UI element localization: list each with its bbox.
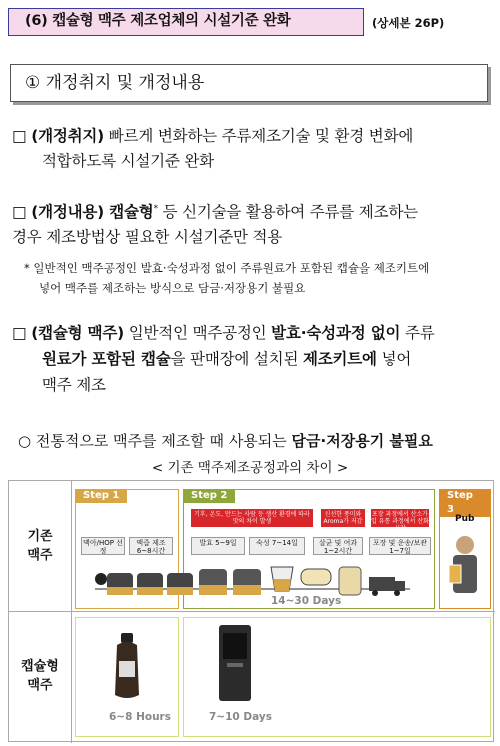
step-2-sub-ferment: 발효 5~9일 bbox=[191, 537, 245, 555]
column-divider bbox=[71, 481, 72, 743]
row-divider bbox=[9, 611, 495, 612]
item-content: □ (개정내용) 캡슐형* 등 신기술을 활용하여 주류를 제조하는 경우 제조방법상 필요한 시설기준만 적용 bbox=[12, 203, 418, 247]
step-1-sub-wort: 맥즙 제조 6~8시간 bbox=[129, 537, 173, 555]
process-diagram bbox=[8, 480, 494, 742]
pub-label: Pub bbox=[455, 514, 475, 524]
row-label-conventional: 기존 맥주 bbox=[27, 529, 53, 563]
step-2-sub-aging: 숙성 7~14일 bbox=[249, 537, 305, 555]
step-2-sub-filter: 살균 및 여과 1~2시간 bbox=[313, 537, 363, 555]
subsection-heading: ① 개정취지 및 개정내용 bbox=[10, 64, 488, 102]
red-note-aroma: 신선한 풍미와 Aroma가 저감 bbox=[321, 509, 365, 527]
circle-bullet-icon: ○ bbox=[18, 432, 32, 450]
brewing-kit-machine-icon bbox=[215, 623, 255, 705]
section-title: (6) 캡슐형 맥주 제조업체의 시설기준 완화 bbox=[8, 8, 364, 36]
checkbox-icon: □ bbox=[12, 127, 27, 145]
checkbox-icon: □ bbox=[12, 203, 27, 222]
step-3-tag: Step 3 bbox=[439, 489, 490, 517]
pub-person-illustration bbox=[445, 531, 485, 603]
red-note-environment: 기후, 온도, 만드는 사람 등 생산 환경에 따라 맛의 차이 발생 bbox=[191, 509, 313, 527]
figure-caption: < 기존 맥주제조공정과의 차이 > bbox=[151, 460, 349, 476]
step-2-tag: Step 2 bbox=[183, 489, 235, 503]
kettle-icon bbox=[107, 573, 133, 595]
footnote: * 일반적인 맥주공정인 발효·숙성과정 없이 주류원료가 포함된 캡슐을 제조키트에 넣어 맥주를 제조하는 방식으로 담금·저장용기 불필요 bbox=[24, 261, 430, 295]
duration-conventional: 14~30 Days bbox=[271, 595, 342, 607]
item-purpose: □ (개정취지) 빠르게 변화하는 주류제조기술 및 환경 변화에 적합하도록 시설기준 완화 bbox=[12, 127, 414, 170]
row-label-capsule: 캡슐형 맥주 bbox=[21, 659, 59, 693]
checkbox-icon: □ bbox=[12, 324, 27, 342]
bullet-note: ○ 전통적으로 맥주를 제조할 때 사용되는 담금·저장용기 불필요 bbox=[18, 432, 433, 450]
duration-capsule-step1: 6~8 Hours bbox=[109, 711, 171, 723]
brewing-equipment-illustration bbox=[75, 559, 435, 609]
page-reference: (상세본 26P) bbox=[372, 16, 445, 30]
step-2-sub-package: 포장 및 운송/보관 1~7일 bbox=[369, 537, 431, 555]
capsule-bottle-icon bbox=[109, 631, 145, 703]
duration-capsule-step2: 7~10 Days bbox=[209, 711, 272, 723]
step-1-sub-malt: 맥아/HOP 선정 bbox=[81, 537, 125, 555]
red-note-oxidation: 포장 과정에서 산소가입 유통 과정에서 산화 시작 bbox=[371, 511, 429, 532]
item-capsule-beer: □ (캡슐형 맥주) 일반적인 맥주공정인 발효·숙성과정 없이 주류 원료가 포함된 캡슐을 판매장에 설치된 제조키트에 넣어 맥주 제조 bbox=[12, 324, 435, 394]
step-1-tag: Step 1 bbox=[75, 489, 127, 503]
